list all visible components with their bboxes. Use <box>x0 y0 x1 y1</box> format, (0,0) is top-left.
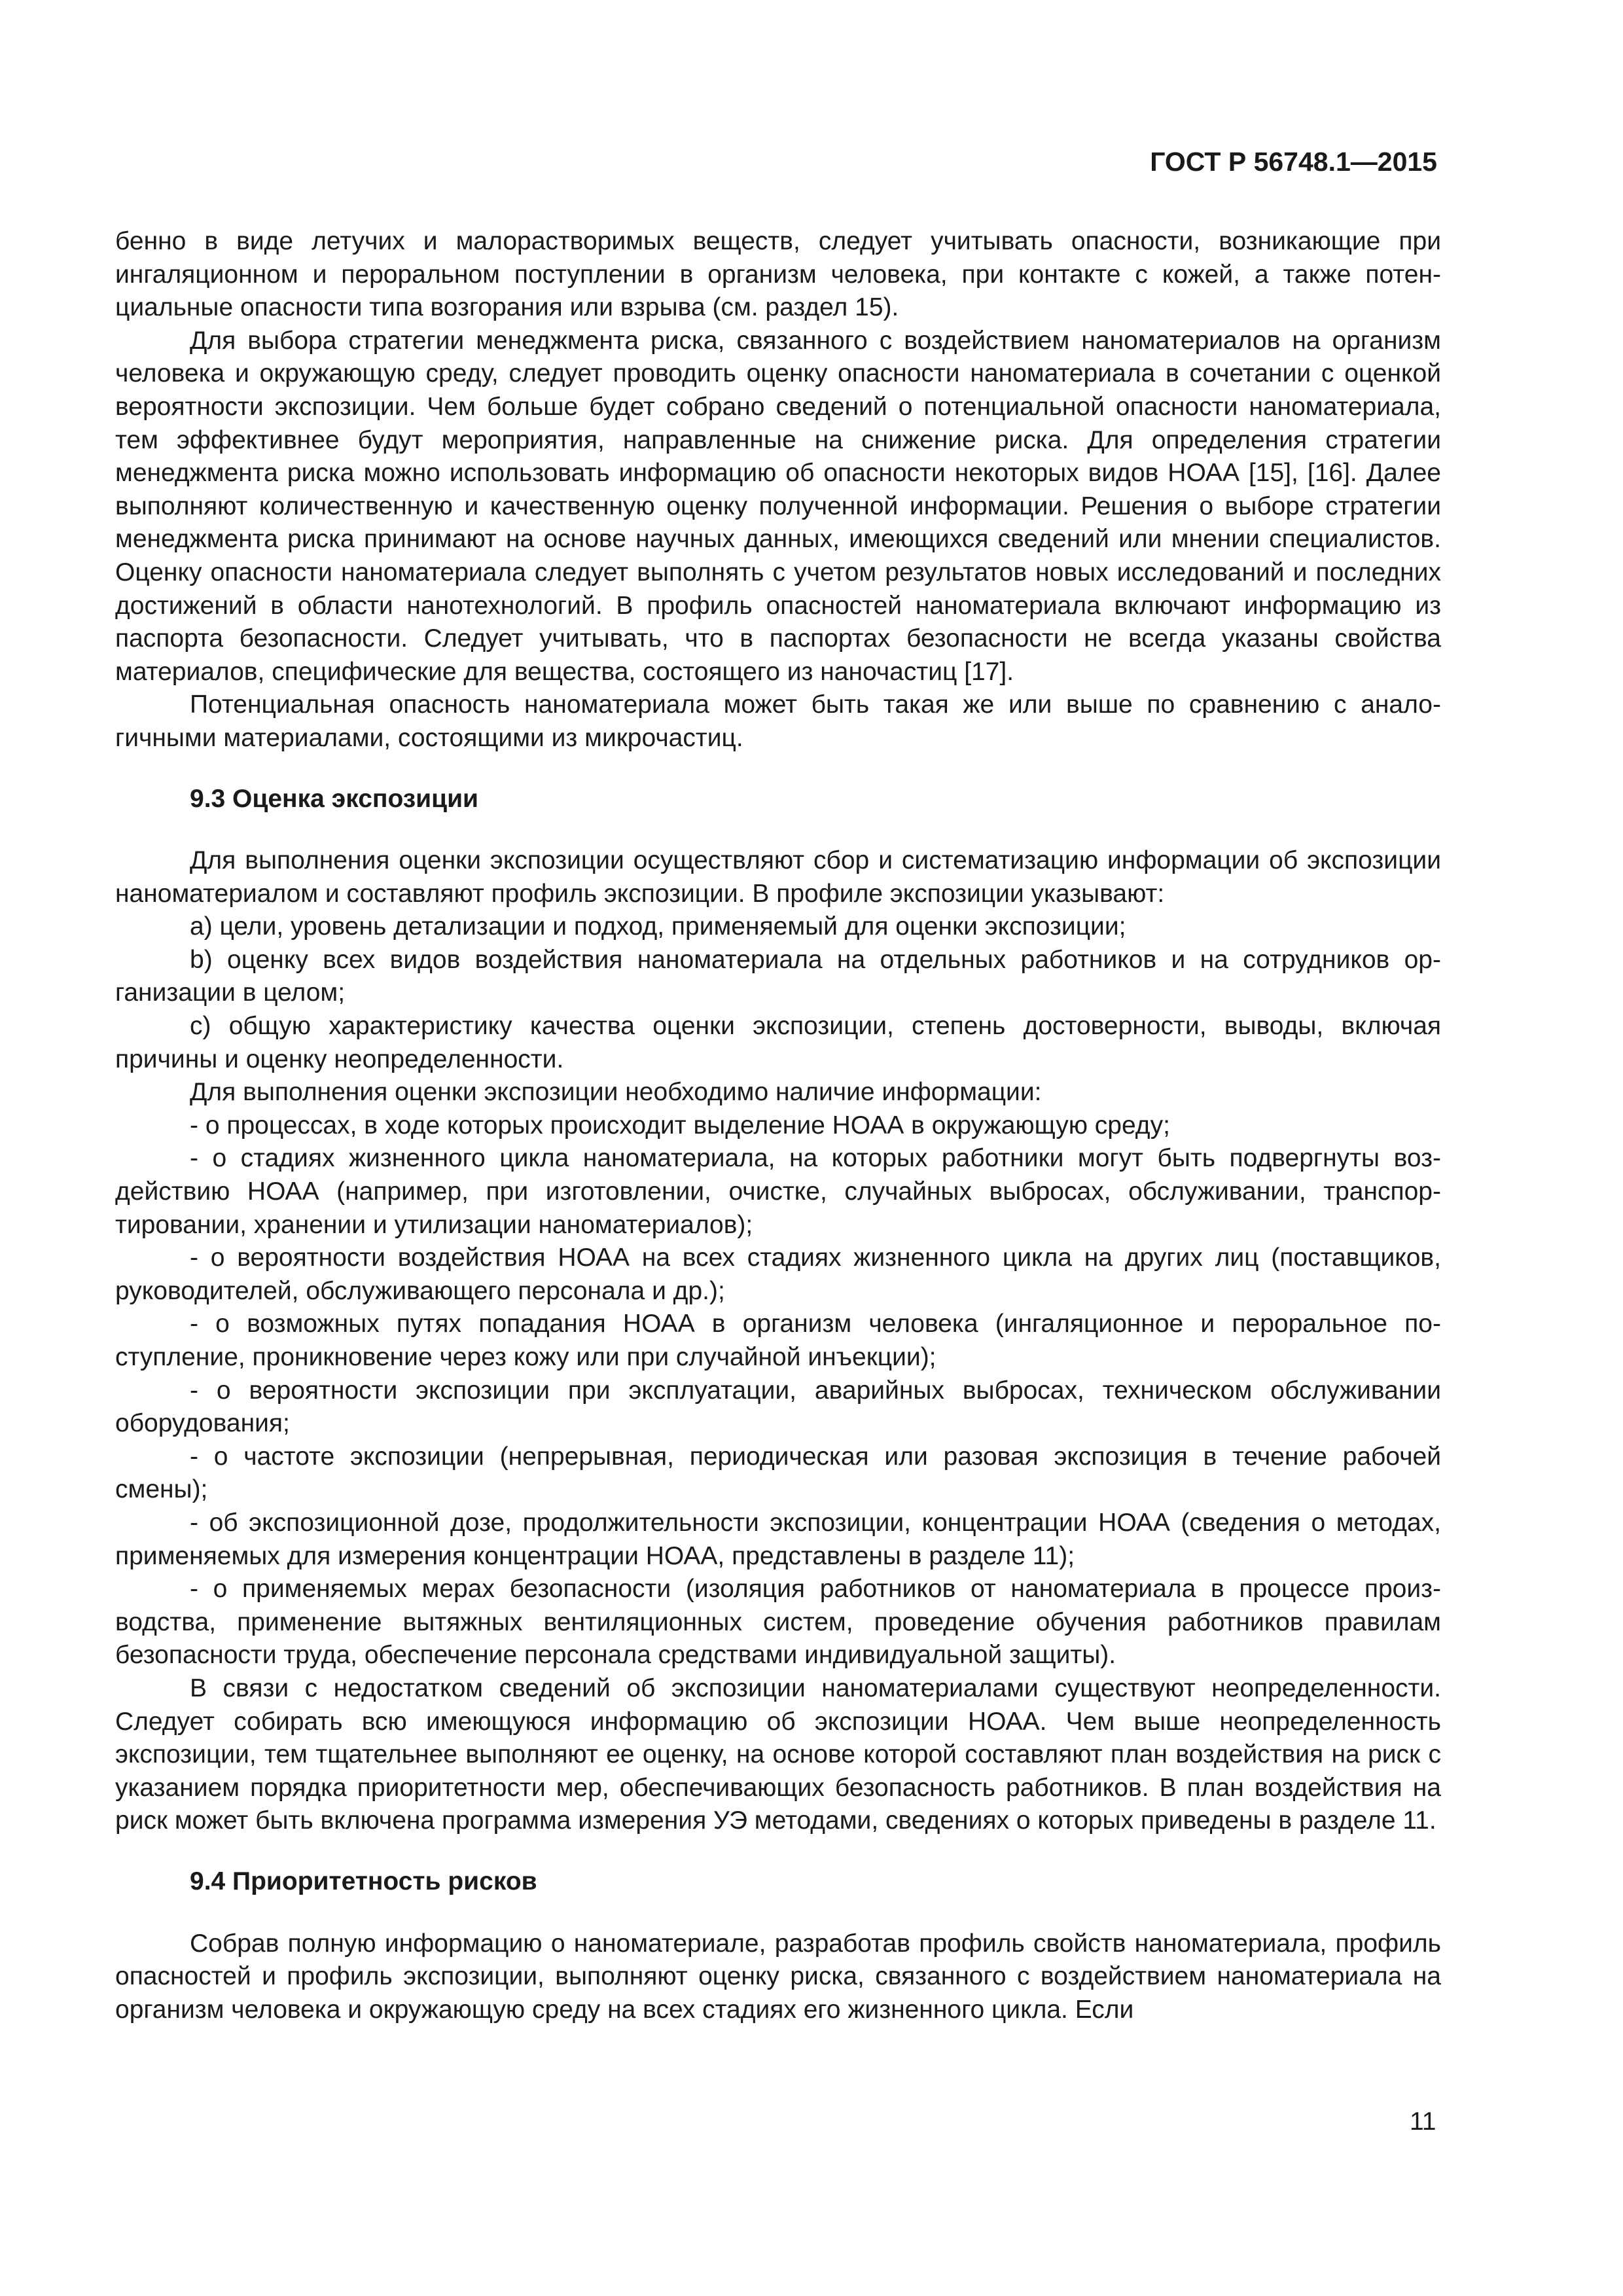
document-number-header: ГОСТ Р 56748.1—2015 <box>1150 147 1437 177</box>
list-item: b) оценку всех видов воздействия наноматериала на отдельных работников и на сотрудников организации в целом; <box>115 945 1441 1007</box>
list-item: - о возможных путях попадания НОАА в организм человека (ингаляционное и пероральное поступление, проникновение через кожу или при случайной инъекции); <box>115 1310 1441 1371</box>
paragraph: Собрав полную информацию о наноматериале, разработав профиль свойств наноматериала, профиль опасностей и профиль экспозиции, выполняют оценку риска, связанного с воздействием наноматериала на организм человека и окружающую среду на всех стадиях его жизненного цикла. Если <box>115 1929 1441 2024</box>
paragraph: Потенциальная опасность наноматериала может быть такая же или выше по сравнению с аналогичными материалами, состоящими из микрочастиц. <box>115 691 1441 752</box>
list-item: - о процессах, в ходе которых происходит выделение НОАА в окружающую среду; <box>190 1111 1170 1139</box>
paragraph: В связи с недостатком сведений об экспозиции наноматериалами существуют неопределенности. Следует собирать всю имеющуюся информацию об экспозиции НОАА. Чем выше неопределенность экспозиции, тем тщательнее выполняют ее оценку, на основе которой составляют план воздействия на риск с указанием порядка приоритетности мер, обеспечивающих безопасность работников. В план воздействия на риск может быть включена программа измерения УЭ методами, сведениях о которых приведены в разделе 11. <box>115 1674 1441 1835</box>
paragraph: Для выполнения оценки экспозиции осуществляют сбор и систематизацию информации об экспозиции наноматериалом и составляют профиль экспозиции. В профиле экспозиции указывают: <box>115 846 1441 908</box>
paragraph: Для выполнения оценки экспозиции необходимо наличие информации: <box>190 1078 1042 1107</box>
section-9-4-body <box>115 1928 1441 2027</box>
page-number: 11 <box>1410 2108 1436 2136</box>
list-item: a) цели, уровень детализации и подход, применяемый для оценки экспозиции; <box>190 912 1126 941</box>
list-item: c) общую характеристику качества оценки экспозиции, степень достоверности, выводы, включая причины и оценку неопределенности. <box>115 1012 1441 1073</box>
section-heading-9-3: 9.3 Оценка экспозиции <box>190 784 479 813</box>
list-item: - о частоте экспозиции (непрерывная, периодическая или разовая экспозиция в течение рабочей смены); <box>115 1442 1441 1504</box>
section-9-3-body <box>115 844 1441 1838</box>
section-heading-9-4: 9.4 Приоритетность рисков <box>190 1867 537 1895</box>
paragraph: бенно в виде летучих и малорастворимых веществ, следует учитывать опасности, возникающие при ингаляционном и пероральном поступлении в организм человека, при контакте с кожей, а также потенциальные опасности типа возгорания или взрыва (см. раздел 15). <box>115 227 1441 322</box>
list-item: - о вероятности воздействия НОАА на всех стадиях жизненного цикла на других лиц (поставщиков, руководителей, обслуживающего персонала и др.); <box>115 1244 1441 1305</box>
list-item: - о вероятности экспозиции при эксплуатации, аварийных выбросах, техническом обслуживании оборудования; <box>115 1376 1441 1438</box>
page-body <box>115 225 1441 2026</box>
list-item: - о применяемых мерах безопасности (изоляция работников от наноматериала в процессе производства, применение вытяжных вентиляционных систем, проведение обучения работников правилам безопасности труда, обеспечение персонала средствами индивидуальной защиты). <box>115 1575 1441 1670</box>
paragraph: Для выбора стратегии менеджмента риска, связанного с воздействием наноматериалов на организм человека и окружающую среду, следует проводить оценку опасности наноматериала в сочетании с оценкой вероятности экспозиции. Чем больше будет собрано сведений о потенциальной опасности наноматериала, тем эффективнее будут мероприятия, направленные на снижение риска. Для определения стратегии менеджмента риска можно использовать информацию об опасности некоторых видов НОАА [15], [16]. Далее выполняют количественную и качественную оценку полученной информации. Решения о выборе стратегии менеджмента риска принимают на основе научных данных, имеющихся сведений или мнении специалистов. Оценку опасности наноматериала следует выполнять с учетом результатов новых исследований и последних достижений в области нанотехнологий. В профиль опасностей наноматериала включают информацию из паспорта безопасности. Следует учитывать, что в паспортах безопасности не всегда указаны свойства материалов, специфические для вещества, состоящего из наночастиц [17]. <box>115 326 1441 686</box>
list-item: - о стадиях жизненного цикла наноматериала, на которых работники могут быть подвергнуты воздействию НОАА (например, при изготовлении, очистке, случайных выбросах, обслуживании, транспортировании, хранении и утилизации наноматериалов); <box>115 1144 1441 1239</box>
list-item: - об экспозиционной дозе, продолжительности экспозиции, концентрации НОАА (сведения о методах, применяемых для измерения концентрации НОАА, представлены в разделе 11); <box>115 1508 1441 1570</box>
intro-block <box>115 225 1441 755</box>
